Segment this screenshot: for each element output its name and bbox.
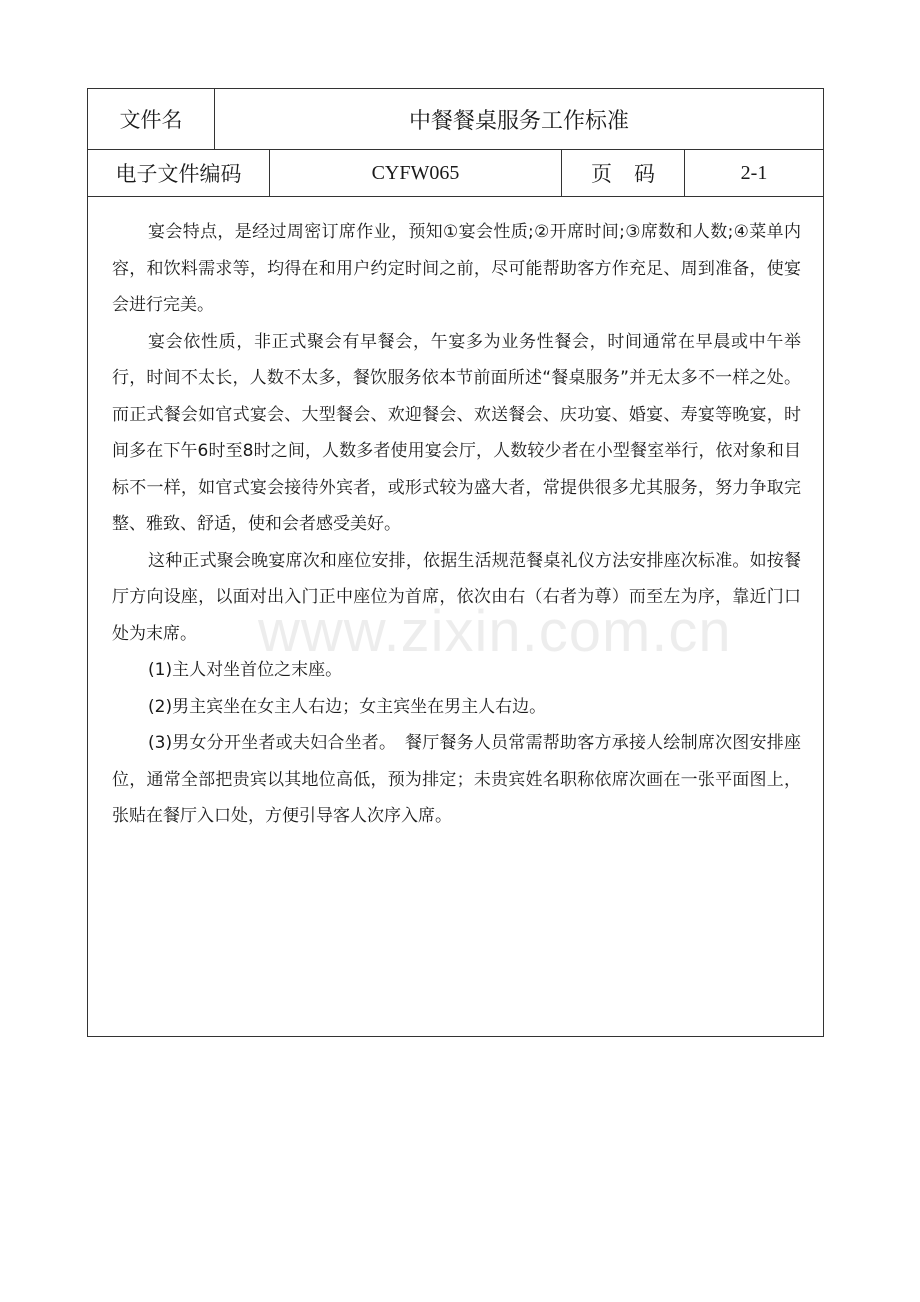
paragraph: 这种正式聚会晚宴席次和座位安排，依据生活规范餐桌礼仪方法安排座次标准。如按餐厅方向设座，以面对出入门正中座位为首席，依次由右（右者为尊）而至左为序，靠近门口处为末席。	[112, 550, 801, 644]
title-row	[88, 89, 823, 150]
watermark: www.zixin.com.cn	[258, 599, 732, 664]
document-body	[112, 214, 801, 835]
document-title: 中餐餐桌服务工作标准	[408, 108, 629, 134]
file-code-value: CYFW065	[270, 150, 562, 196]
page-label: 页码	[562, 150, 685, 196]
file-code-label: 电子文件编码	[88, 150, 270, 196]
code-row	[88, 150, 823, 197]
document-table	[87, 88, 824, 1037]
paragraph: 宴会特点，是经过周密订席作业，预知①宴会性质;②开席时间;③席数和人数;④菜单内容，和饮料需求等，均得在和用户约定时间之前，尽可能帮助客方作充足、周到准备，使宴会进行完美。	[112, 222, 801, 315]
paragraph: 宴会依性质，非正式聚会有早餐会，午宴多为业务性餐会，时间通常在早晨或中午举行，时间不太长，人数不太多，餐饮服务依本节前面所述“餐桌服务”并无太多不一样之处。而正式餐会如官式宴会、大型餐会、欢迎餐会、欢送餐会、庆功宴、婚宴、寿宴等晚宴，时间多在下午6时至8时之间，人数多者使用宴会厅，人数较少者在小型餐室举行，依对象和目标不一样，如官式宴会接待外宾者，或形式较为盛大者，常提供很多尤其服务，努力争取完整、雅致、舒适，使和会者感受美好。	[112, 331, 801, 534]
list-item: (3)男女分开坐者或夫妇合坐者。 餐厅餐务人员常需帮助客方承接人绘制席次图安排座位，通常全部把贵宾以其地位高低，预为排定；未贵宾姓名职称依席次画在一张平面图上，张贴在餐厅入口处，方便引导客人次序入席。	[112, 733, 801, 826]
list-item: (2)男主宾坐在女主人右边；女主宾坐在男主人右边。	[148, 696, 547, 717]
file-name-label: 文件名	[88, 89, 215, 149]
list-item: (1)主人对坐首位之末座。	[148, 660, 343, 680]
page-number: 2-1	[740, 161, 768, 184]
